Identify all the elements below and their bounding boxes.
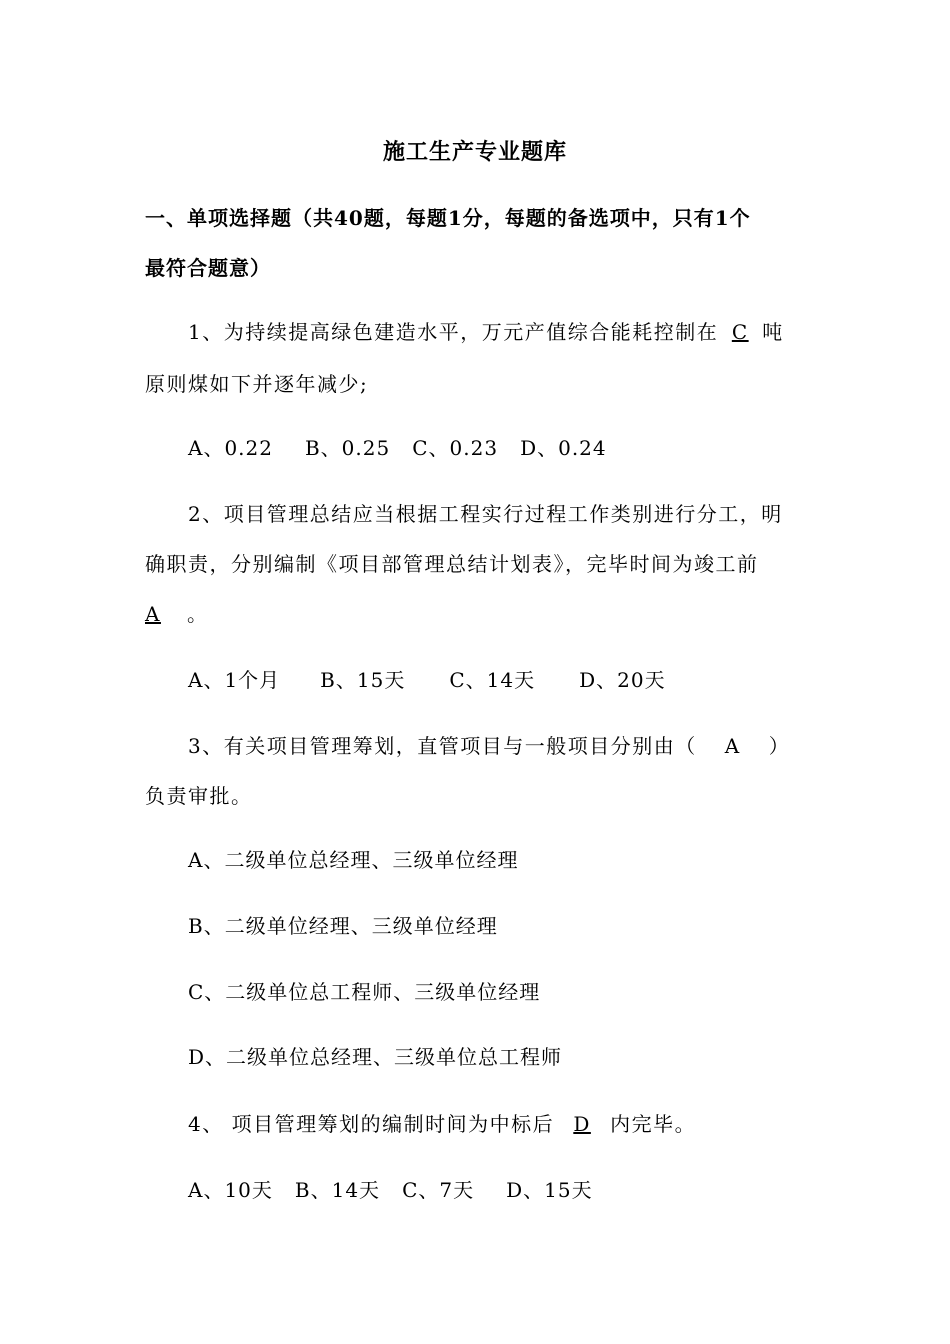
option-d: D、20天: [579, 668, 666, 692]
question-2-line3: [145, 600, 209, 628]
question-3-option-c: C、二级单位总工程师、三级单位经理: [188, 980, 541, 1004]
option-c: C、0.23: [412, 436, 499, 460]
question-1-line1: [188, 318, 784, 346]
question-3-stem-end: ）: [768, 734, 791, 758]
option-c: C、14天: [449, 668, 536, 692]
question-1-stem: 1、为持续提高绿色建造水平，万元产值综合能耗控制在: [188, 320, 719, 344]
question-1-answer: C: [731, 320, 749, 344]
question-4-answer: D: [573, 1112, 591, 1136]
option-b: B、15天: [320, 668, 406, 692]
option-a: A、1个月: [188, 668, 281, 692]
question-4-stem-end: 内完毕。: [610, 1112, 697, 1136]
question-2-line1: 2、项目管理总结应当根据工程实行过程工作类别进行分工，明: [188, 502, 783, 526]
question-2-line2: 确职责，分别编制《项目部管理总结计划表》，完毕时间为竣工前: [145, 552, 759, 576]
question-4-stem: 4、 项目管理筹划的编制时间为中标后: [188, 1112, 555, 1136]
option-a: A、0.22: [188, 436, 273, 460]
option-d: D、15天: [506, 1178, 593, 1202]
option-c: C、7天: [402, 1178, 475, 1202]
question-1-stem-end: 吨: [762, 320, 784, 344]
option-b: B、0.25: [304, 436, 391, 460]
section-heading-line2: 最符合题意）: [145, 256, 271, 280]
question-1-line2: 原则煤如下并逐年减少;: [145, 372, 369, 396]
option-a: A、10天: [188, 1178, 273, 1202]
question-3-option-b: B、二级单位经理、三级单位经理: [188, 914, 498, 938]
question-3-stem: 3、有关项目管理筹划，直管项目与一般项目分别由（: [188, 734, 697, 758]
question-4-line1: [188, 1110, 696, 1138]
option-b: B、14天: [294, 1178, 381, 1202]
question-3-line2: 负责审批。: [145, 784, 253, 808]
question-3-answer: A: [724, 734, 741, 758]
question-2-options: [188, 666, 666, 694]
option-d: D、0.24: [520, 436, 607, 460]
question-2-stem-end: 。: [187, 602, 209, 626]
question-3-option-d: D、二级单位总经理、三级单位总工程师: [188, 1045, 563, 1069]
section-heading-line1: 一、单项选择题（共40题，每题1分，每题的备选项中，只有1个: [145, 206, 751, 230]
question-1-options: [188, 434, 607, 462]
question-3-line1: [188, 732, 790, 760]
question-2-answer: A: [145, 602, 161, 626]
page-title: 施工生产专业题库: [382, 139, 567, 165]
question-3-option-a: A、二级单位总经理、三级单位经理: [188, 848, 519, 872]
question-4-options: [188, 1176, 593, 1204]
